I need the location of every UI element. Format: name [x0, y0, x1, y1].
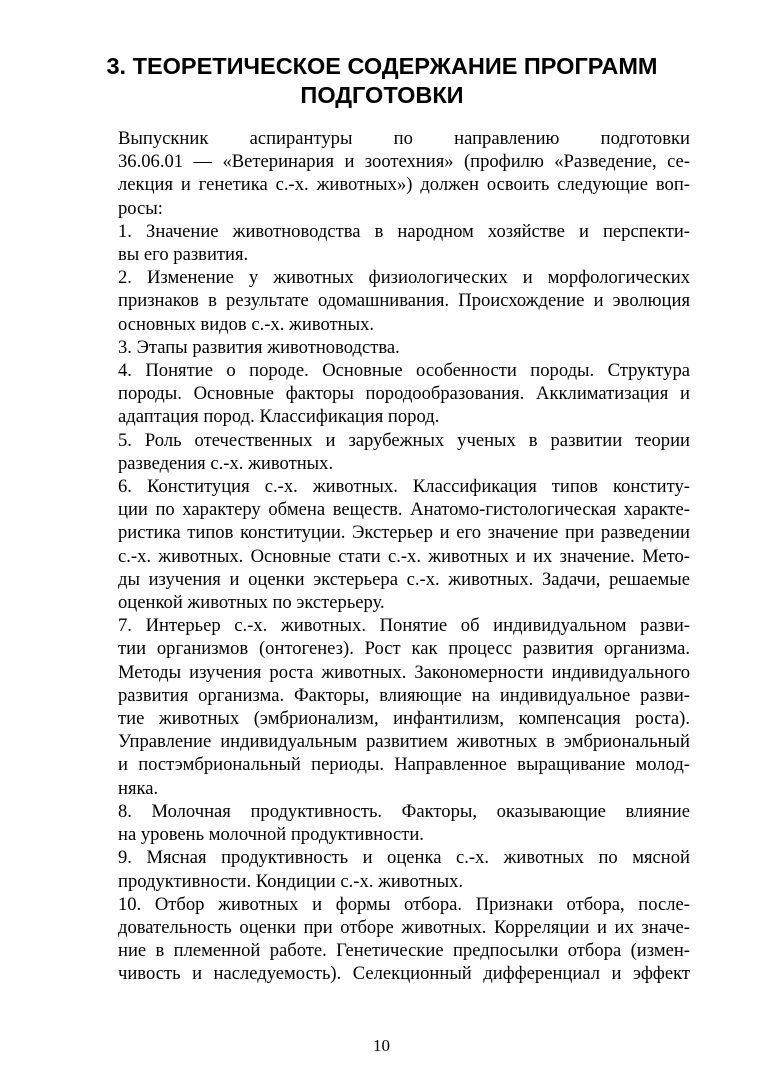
text-line: Выпускник аспирантуры по направлению подготовки — [118, 128, 690, 149]
section-title-line: 3. ТЕОРЕТИЧЕСКОЕ СОДЕРЖАНИЕ ПРОГРАММ — [106, 53, 658, 79]
text-line: тие животных (эмбрионализм, инфантилизм, компенсация роста). — [118, 708, 690, 730]
list-item-paragraph — [74, 429, 690, 475]
section-title-line: ПОДГОТОВКИ — [300, 82, 464, 108]
list-item-paragraph — [74, 336, 690, 359]
text-line: ды изучения и оценки экстерьера с.-х. животных. Задачи, решаемые — [118, 568, 690, 590]
text-line: лекция и генетика с.-х. животных») должен освоить следующие воп- — [118, 174, 690, 196]
text-line: ристика типов конституции. Экстерьер и его значение при разведении — [118, 522, 690, 544]
text-line: 10. Отбор животных и формы отбора. Признаки отбора, после- — [118, 893, 690, 915]
text-line: 6. Конституция с.-х. животных. Классификация типов конститу- — [118, 476, 690, 498]
text-line: продуктивности. Кондиции с.-х. животных. — [118, 870, 464, 892]
list-item-paragraph — [74, 800, 690, 846]
text-line: росы: — [118, 197, 163, 219]
text-line: развития организма. Факторы, влияющие на индивидуальное разви- — [118, 684, 690, 706]
text-line: Методы изучения роста животных. Закономерности индивидуального — [118, 661, 690, 683]
text-line: ние в племенной работе. Генетические предпосылки отбора (измен- — [118, 940, 690, 962]
text-line: породы. Основные факторы породообразования. Акклиматизация и — [118, 383, 690, 405]
text-line: разведения с.-х. животных. — [118, 452, 334, 474]
text-line: с.-х. животных. Основные стати с.-х. животных и их значение. Мето- — [118, 545, 690, 567]
text-line: основных видов с.-х. животных. — [118, 313, 375, 335]
text-line: 8. Молочная продуктивность. Факторы, оказывающие влияние — [118, 800, 690, 822]
text-line: и постэмбриональный периоды. Направленное выращивание молод- — [118, 754, 690, 776]
text-line: 5. Роль отечественных и зарубежных ученых в развитии теории — [118, 429, 690, 451]
text-line: адаптация пород. Классификация пород. — [118, 406, 440, 428]
text-line: 9. Мясная продуктивность и оценка с.-х. животных по мясной — [118, 847, 690, 869]
text-line: на уровень молочной продуктивности. — [118, 824, 424, 846]
text-line: 4. Понятие о породе. Основные особенности породы. Структура — [118, 360, 690, 382]
text-line: 7. Интерьер с.-х. животных. Понятие об индивидуальном разви- — [118, 615, 690, 637]
section-title — [74, 52, 690, 110]
list-item-paragraph — [74, 475, 690, 614]
document-body — [74, 127, 690, 986]
text-line: чивость и наследуемость). Селекционный дифференциал и эффект — [118, 963, 690, 985]
list-item-paragraph — [74, 266, 690, 336]
list-item-paragraph — [74, 220, 690, 266]
text-line: 3. Этапы развития животноводства. — [118, 336, 400, 358]
text-line: довательность оценки при отборе животных. Корреляции и их значе- — [118, 916, 690, 938]
list-item-paragraph — [74, 893, 690, 986]
text-line: Управление индивидуальным развитием животных в эмбриональный — [118, 731, 690, 753]
text-line: оценкой животных по экстерьеру. — [118, 592, 385, 614]
text-line: 1. Значение животноводства в народном хозяйстве и перспекти- — [118, 220, 690, 242]
text-line: тии организмов (онтогенез). Рост как процесс развития организма. — [118, 638, 690, 660]
text-line: 36.06.01 — «Ветеринария и зоотехния» (профилю «Разведение, се- — [118, 151, 690, 173]
intro-paragraph — [74, 127, 690, 220]
page-number: 10 — [373, 1036, 390, 1055]
text-line: 2. Изменение у животных физиологических и морфологических — [118, 267, 690, 289]
list-item-paragraph — [74, 614, 690, 800]
text-line: няка. — [118, 777, 159, 799]
text-line: ции по характеру обмена веществ. Анатомо-гистологическая характе- — [118, 499, 690, 521]
list-item-paragraph — [74, 359, 690, 429]
text-line: вы его развития. — [118, 244, 249, 266]
list-item-paragraph — [74, 846, 690, 892]
text-line: признаков в результате одомашнивания. Происхождение и эволюция — [118, 290, 690, 312]
